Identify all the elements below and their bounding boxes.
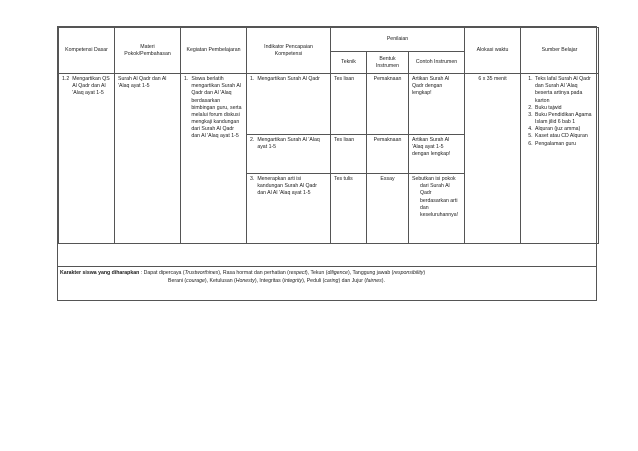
list-item: 3. Buku Pendidikan Agama Islam jilid 6 bab 1 (534, 112, 595, 126)
sumber-list (524, 76, 595, 148)
list-item: 1. Teks lafal Surah Al Qadr dan Surah Al 'Alaq beserta artinya pada karton (534, 76, 595, 105)
karakter-term: fairnes (366, 277, 382, 284)
rpp-table (58, 27, 599, 244)
bentuk-cell: Pemaknaan (367, 135, 409, 174)
header-contoh: Contoh Instrumen (409, 52, 465, 74)
karakter-term: Honesty (235, 277, 255, 284)
header-indikator: Indikator Pencapaian Kompetensi (247, 28, 331, 74)
indikator-number: 3. (250, 176, 255, 182)
karakter-text: ), Tekun ( (305, 270, 328, 276)
contoh-text: Sebutkan isi pokok dari Surah Al Qadr berdasarkan arti dan keseluruhannya! (412, 176, 459, 218)
karakter-term: responsibility (393, 270, 424, 276)
karakter-text: ) (423, 270, 426, 276)
teknik-cell: Tes lisan (331, 135, 367, 174)
alokasi-cell: 6 x 35 menit (465, 74, 521, 244)
karakter-text: ), Rasa hormat dan perhatian ( (218, 270, 289, 276)
karakter-term: integrity (283, 277, 303, 284)
kegiatan-number: 1. (184, 76, 189, 82)
karakter-term: respect (288, 270, 306, 276)
list-item: 6. Pengalaman guru (534, 141, 595, 148)
kd-cell (59, 74, 115, 244)
table-row (59, 74, 599, 135)
indikator-cell (247, 135, 331, 174)
indikator-cell (247, 74, 331, 135)
list-item: 2. Buku tajwid (534, 105, 595, 112)
contoh-cell: Artikan Surah Al 'Alaq ayat 1-5 dengan lengkap! (409, 135, 465, 174)
materi-cell: Surah Al Qadr dan Al 'Alaq ayat 1-5 (115, 74, 181, 244)
karakter-term: diligence (327, 270, 348, 276)
karakter-line-2 (60, 278, 594, 286)
teknik-cell: Tes tulis (331, 174, 367, 244)
karakter-separator: : (140, 270, 143, 276)
header-alokasi: Alokasi waktu (465, 28, 521, 74)
karakter-section (57, 266, 597, 301)
kegiatan-text: Siswa berlatih mengartikan Surah Al Qadr dan Al 'Alaq berdasarkan bimbingan guru, serta melalui forum diskusi mengkaji kandungan dari Surah Al Qadr dan Al 'Alaq ayat 1-5 (191, 76, 242, 140)
karakter-text: ), Tanggung jawab ( (347, 270, 394, 276)
contoh-cell: Artikan Surah Al Qadr dengan lengkap! (409, 74, 465, 135)
indikator-text: Menerapkan arti isi kandungan Surah Al Qadr dan Al Al 'Alaq ayat 1-5 (257, 176, 318, 197)
karakter-line-1 (60, 270, 594, 278)
karakter-text: ) dan Jujur ( (338, 277, 367, 284)
rpp-table-frame (57, 26, 597, 301)
list-item: 5. Kaset atau CD Alquran (534, 133, 595, 140)
karakter-text: ). (381, 277, 385, 284)
indikator-text: Mengartikan Surah Al 'Alaq ayat 1-5 (257, 137, 320, 151)
indikator-number: 2. (250, 137, 255, 143)
karakter-term: courage (186, 277, 205, 284)
indikator-number: 1. (250, 76, 255, 82)
list-item: 4. Alquran (juz amma) (534, 126, 595, 133)
karakter-text: ), Ketulusan ( (204, 277, 236, 284)
header-penilaian: Penilaian (331, 28, 465, 52)
indikator-text: Mengartikan Surah Al Qadr (257, 76, 320, 82)
header-materi: Materi Pokok/Pembahasan (115, 28, 181, 74)
contoh-cell (409, 174, 465, 244)
karakter-text: ), Peduli ( (302, 277, 325, 284)
karakter-label: Karakter siswa yang diharapkan (60, 270, 140, 276)
karakter-text: Dapat dipercaya ( (143, 270, 185, 276)
karakter-term: Trustworthines (184, 270, 219, 276)
karakter-text: ), Integritas ( (254, 277, 284, 284)
indikator-cell (247, 174, 331, 244)
teknik-cell: Tes lisan (331, 74, 367, 135)
karakter-term: caring (324, 277, 339, 284)
kd-number: 1.2 (62, 76, 70, 82)
header-teknik: Teknik (331, 52, 367, 74)
header-kompetensi-dasar: Kompetensi Dasar (59, 28, 115, 74)
sumber-cell (521, 74, 599, 244)
kd-text: Mengartikan QS Al Qadr dan Al 'Alaq ayat 1-5 (72, 76, 110, 97)
bentuk-cell: Essay (367, 174, 409, 244)
header-kegiatan: Kegiatan Pembelajaran (181, 28, 247, 74)
header-sumber: Sumber Belajar (521, 28, 599, 74)
karakter-text: Berani ( (168, 277, 187, 284)
bentuk-cell: Pemaknaan (367, 74, 409, 135)
header-bentuk: Bentuk Instrumen (367, 52, 409, 74)
kegiatan-cell (181, 74, 247, 244)
